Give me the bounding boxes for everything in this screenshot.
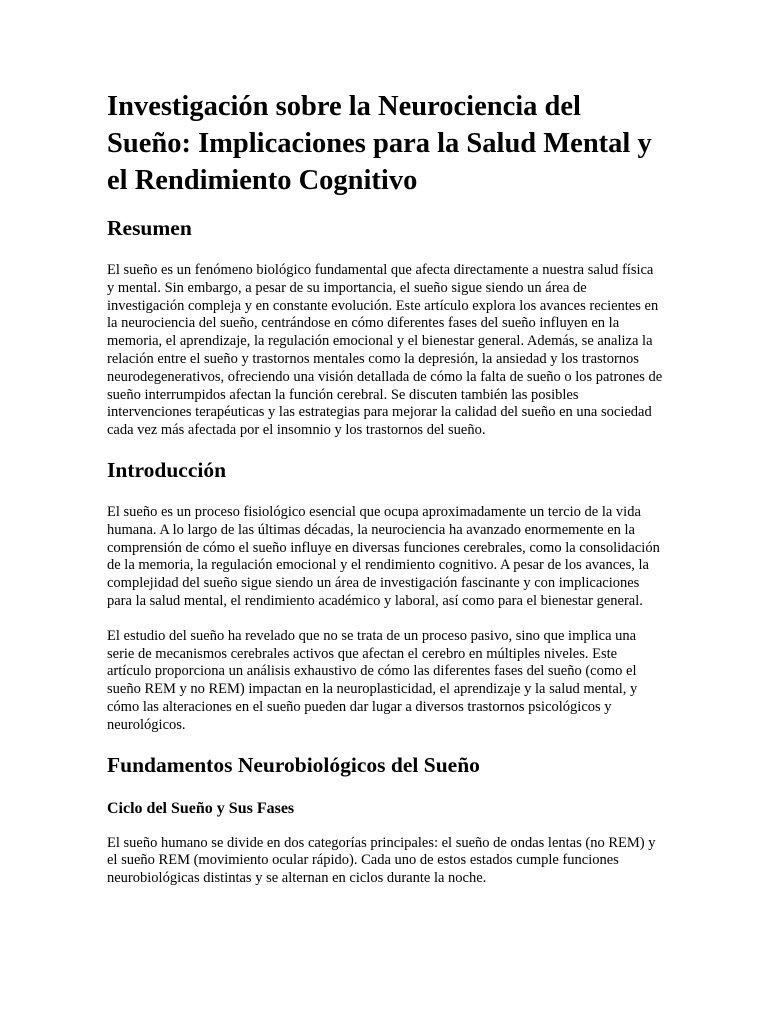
document-title: Investigación sobre la Neurociencia del Sueño: Implicaciones para la Salud Mental y el Rendimiento Cognitivo — [107, 91, 652, 196]
paragraph: El sueño es un proceso fisiológico esencial que ocupa aproximadamente un tercio de la vida humana. A lo largo de las últimas décadas, la neurociencia ha avanzado enormemente en la comprensión de cómo el sueño influye en diversas funciones cerebrales, como la consolidación de la memoria, la regulación emocional y el rendimiento cognitivo. A pesar de los avances, la complejidad del sueño sigue siendo un área de investigación fascinante y con implicaciones para la salud mental, el rendimiento académico y laboral, así como para el bienestar general. — [107, 503, 660, 609]
section-introduccion — [107, 457, 663, 735]
section-fundamentos — [107, 752, 663, 888]
section-heading-introduccion: Introducción — [107, 457, 227, 482]
section-resumen — [107, 215, 663, 440]
section-heading-fundamentos: Fundamentos Neurobiológicos del Sueño — [107, 752, 480, 777]
subsection-heading-ciclo: Ciclo del Sueño y Sus Fases — [107, 799, 295, 817]
section-heading-resumen: Resumen — [107, 216, 192, 240]
paragraph: El sueño es un fenómeno biológico fundamental que afecta directamente a nuestra salud física y mental. Sin embargo, a pesar de su importancia, el sueño sigue siendo un área de investigación compleja y en constante evolución. Este artículo explora los avances recientes en la neurociencia del sueño, centrándose en cómo diferentes fases del sueño influyen en la memoria, el aprendizaje, la regulación emocional y el bienestar general. Además, se analiza la relación entre el sueño y trastornos mentales como la depresión, la ansiedad y los trastornos neurodegenerativos, ofreciendo una visión detallada de cómo la falta de sueño o los patrones de sueño interrumpidos afectan la función cerebral. Se discuten también las posibles intervenciones terapéuticas y las estrategias para mejorar la calidad del sueño en una sociedad cada vez más afectada por el insomnio y los trastornos del sueño. — [107, 262, 663, 439]
paragraph: El estudio del sueño ha revelado que no se trata de un proceso pasivo, sino que implica una serie de mecanismos cerebrales activos que afectan el cerebro en múltiples niveles. Este artículo proporciona un análisis exhaustivo de cómo las diferentes fases del sueño (como el sueño REM y no REM) impactan en la neuroplasticidad, el aprendizaje y la salud mental, y cómo las alteraciones en el sueño pueden dar lugar a diversos trastornos psicológicos y neurológicos. — [107, 627, 638, 733]
paragraph: El sueño humano se divide en dos categorías principales: el sueño de ondas lentas (no REM) y el sueño REM (movimiento ocular rápido). Cada uno de estos estados cumple funciones neurobiológicas distintas y se alternan en ciclos durante la noche. — [107, 834, 656, 887]
document-page — [107, 88, 663, 905]
